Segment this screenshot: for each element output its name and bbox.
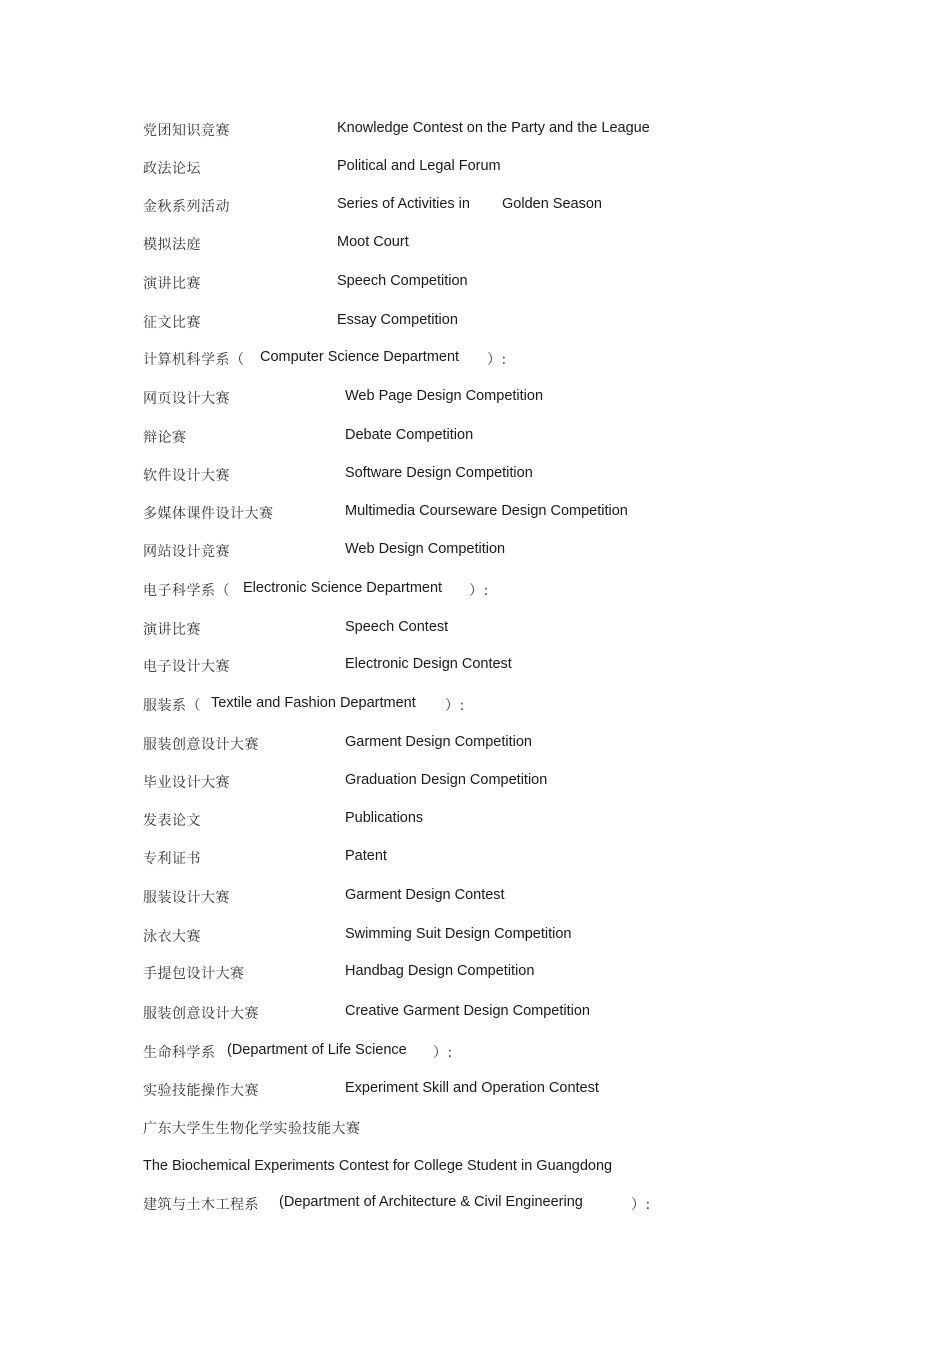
item-english: Moot Court: [337, 234, 409, 250]
heading-chinese: 服装系（: [143, 698, 201, 714]
item-english-continued: Golden Season: [502, 196, 602, 212]
heading-close: ）:: [487, 352, 507, 368]
item-english: The Biochemical Experiments Contest for College Student in Guangdong: [143, 1158, 613, 1174]
heading-chinese: 生命科学系: [143, 1045, 216, 1061]
heading-close: ）:: [631, 1197, 651, 1213]
item-chinese: 手提包设计大赛: [143, 966, 245, 982]
item-english: Publications: [345, 810, 424, 826]
item-english: Swimming Suit Design Competition: [345, 926, 572, 942]
item-english: Political and Legal Forum: [337, 158, 501, 174]
item-chinese: 多媒体课件设计大赛: [143, 506, 274, 522]
item-chinese: 征文比赛: [143, 315, 201, 331]
heading-close: ）:: [469, 583, 489, 599]
heading-english: (Department of Architecture & Civil Engineering: [279, 1194, 583, 1210]
item-chinese: 辩论赛: [143, 430, 187, 446]
item-chinese: 泳衣大赛: [143, 929, 201, 945]
item-english: Patent: [345, 848, 387, 864]
item-chinese: 网页设计大赛: [143, 391, 230, 407]
heading-close: ）:: [433, 1045, 453, 1061]
item-chinese: 演讲比赛: [143, 276, 201, 292]
item-chinese: 服装创意设计大赛: [143, 737, 259, 753]
item-chinese: 电子设计大赛: [143, 659, 230, 675]
heading-chinese: 建筑与土木工程系: [143, 1197, 259, 1213]
item-chinese: 毕业设计大赛: [143, 775, 230, 791]
item-english: Creative Garment Design Competition: [345, 1003, 590, 1019]
item-chinese: 金秋系列活动: [143, 199, 230, 215]
item-english: Garment Design Contest: [345, 887, 505, 903]
item-chinese: 服装设计大赛: [143, 890, 230, 906]
item-english: Software Design Competition: [345, 465, 533, 481]
heading-english: Computer Science Department: [260, 349, 460, 365]
item-chinese: 政法论坛: [143, 161, 201, 177]
item-chinese: 网站设计竞赛: [143, 544, 230, 560]
item-english: Multimedia Courseware Design Competition: [345, 503, 628, 519]
heading-english: Electronic Science Department: [243, 580, 443, 596]
heading-close: ）:: [445, 698, 465, 714]
item-english: Web Page Design Competition: [345, 388, 544, 404]
item-english: Graduation Design Competition: [345, 772, 548, 788]
item-english: Experiment Skill and Operation Contest: [345, 1080, 599, 1096]
item-english: Garment Design Competition: [345, 734, 532, 750]
item-english: Electronic Design Contest: [345, 656, 512, 672]
heading-english: (Department of Life Science: [227, 1042, 407, 1058]
item-chinese: 专利证书: [143, 851, 201, 867]
item-english: Handbag Design Competition: [345, 963, 535, 979]
item-chinese: 演讲比赛: [143, 622, 201, 638]
item-english: Essay Competition: [337, 312, 458, 328]
item-chinese: 发表论文: [143, 813, 201, 829]
item-english: Series of Activities in: [337, 196, 470, 212]
item-chinese: 广东大学生生物化学实验技能大赛: [143, 1121, 361, 1137]
item-chinese: 模拟法庭: [143, 237, 201, 253]
item-chinese: 软件设计大赛: [143, 468, 230, 484]
item-chinese: 党团知识竞赛: [143, 123, 230, 139]
item-chinese: 实验技能操作大赛: [143, 1083, 259, 1099]
item-english: Speech Competition: [337, 273, 468, 289]
item-english: Speech Contest: [345, 619, 449, 635]
item-english: Debate Competition: [345, 427, 474, 443]
item-english: Web Design Competition: [345, 541, 506, 557]
heading-chinese: 计算机科学系（: [143, 352, 245, 368]
heading-english: Textile and Fashion Department: [211, 695, 416, 711]
heading-chinese: 电子科学系（: [143, 583, 230, 599]
item-chinese: 服装创意设计大赛: [143, 1006, 259, 1022]
item-english: Knowledge Contest on the Party and the League: [337, 120, 650, 136]
